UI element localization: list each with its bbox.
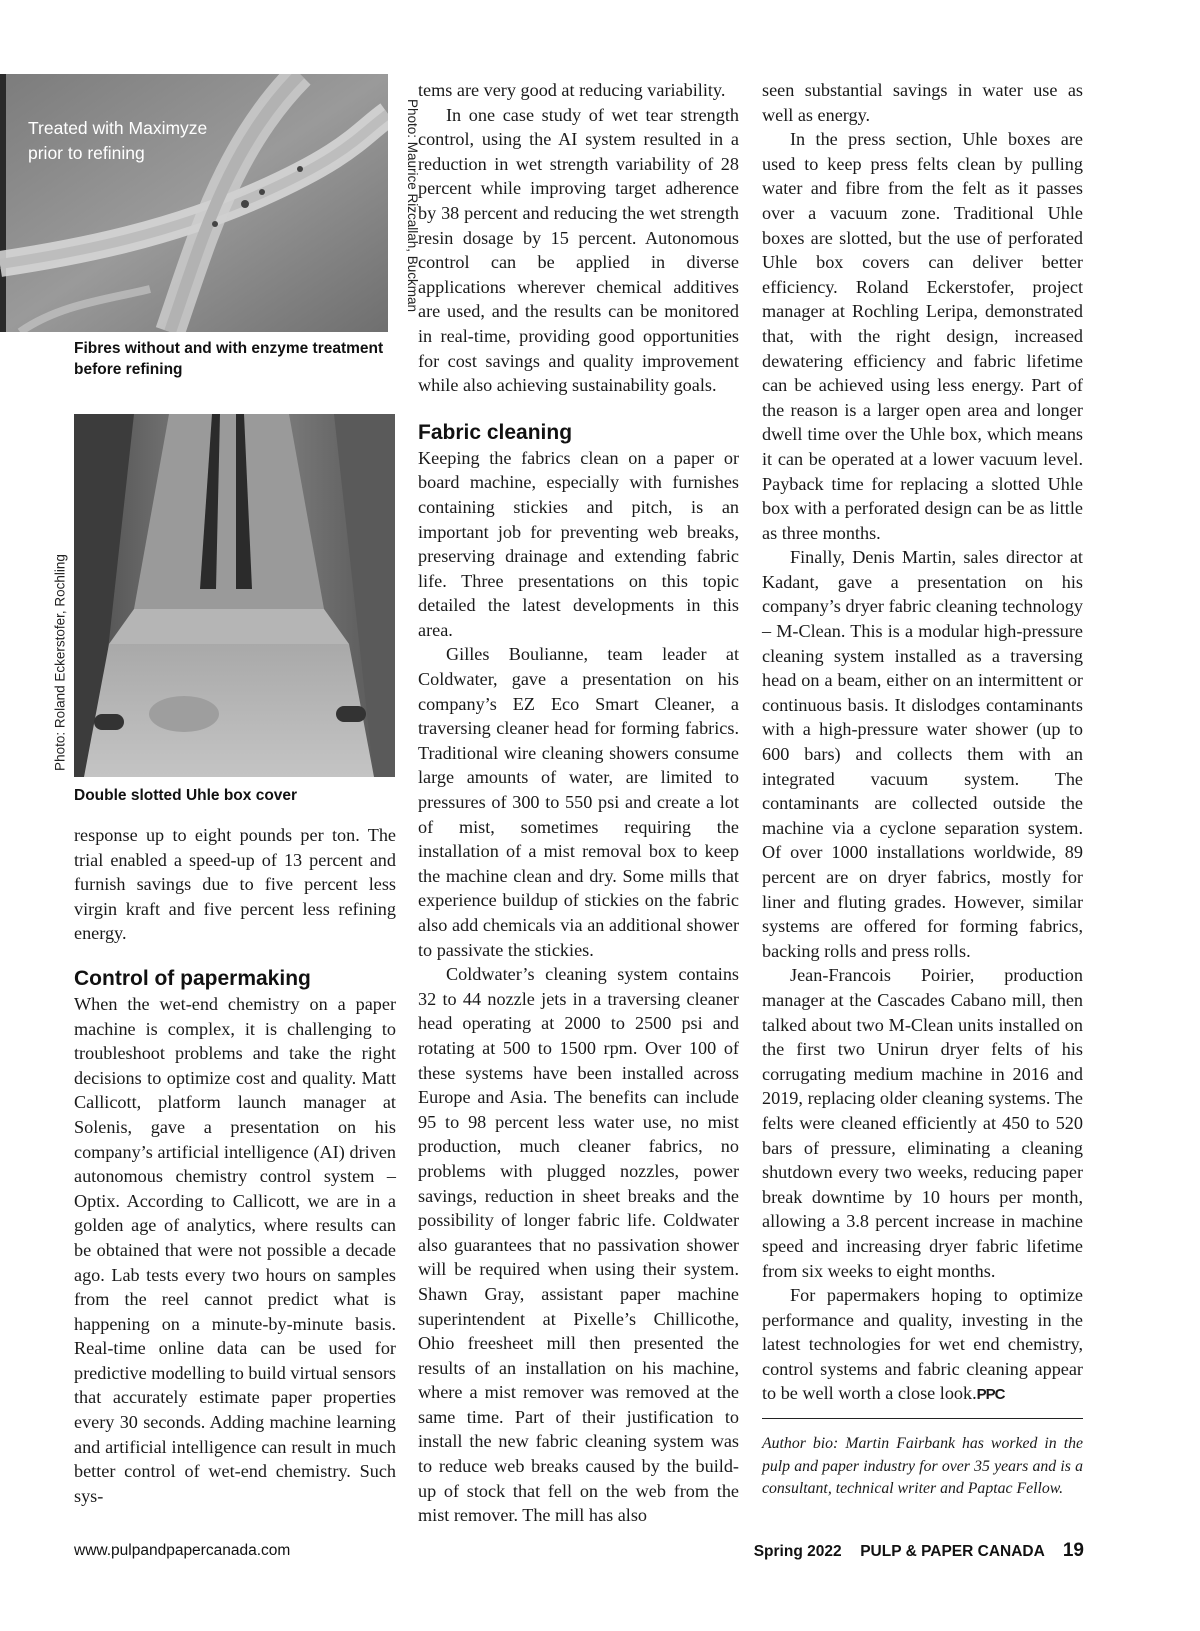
footer-right [754, 1540, 1084, 1562]
photo-credit-eckerstofer: Photo: Roland Eckerstofer, Rochling [52, 554, 68, 771]
paragraph: When the wet-end chemistry on a paper machine is complex, it is challenging to troubleshoot problems and take the right decisions to optimize cost and quality. Matt Callicott, platform launch manager at Solenis, gave a presentation on his company’s artificial intelligence (AI) driven autonomous chemistry control system – Optix. According to Callicott, we are in a golden age of analytics, where results can be obtained that were not possible a decade ago. Lab tests every two hours on samples from the reel cannot predict what is happening on a minute-by-minute basis. Real-time online data can be used for predictive modelling to build virtual sensors that accurately estimate paper properties every 30 seconds. Adding machine learning and artificial intelligence can result in much better control of wet-end chemistry. Such sys- [74, 993, 396, 1506]
page-number: 19 [1062, 1540, 1084, 1561]
uhle-box-image [74, 414, 395, 777]
figure-caption: Fibres without and with enzyme treatment [74, 340, 384, 357]
end-mark: PPC [976, 1386, 1005, 1404]
photo-overlay-text: Treated with Maximyze [28, 118, 208, 138]
section-heading: Control of papermaking [74, 966, 311, 990]
paragraph: Jean-Francois Poirier, production manager at the Cascades Cabano mill, then talked about two M-Clean units installed on the first two Unirun dryer felts of his corrugating medium machine in 2016 and 2019, replacing older cleaning systems. The felts were cleaned efficiently at 450 to 520 bars of pressure, eliminating a cleaning shutdown every two weeks, reducing paper break downtime by 10 hours per month, allowing a 3.8 percent increase in machine speed and increasing dryer fabric lifetime from six weeks to eight months. [762, 965, 1083, 1281]
paragraph: Gilles Boulianne, team leader at Coldwater, gave a presentation on his company’s EZ Eco Smart Cleaner, a traversing cleaner head for forming fabrics. Traditional wire cleaning showers consume large amounts of water, are limited to pressures of 300 to 550 psi and create a lot of mist, sometimes requiring the installation of a mist removal box to keep the machine clean and dry. Some mills that experience buildup of stickies on the fabric also add chemicals via an additional shower to passivate the stickies. [418, 644, 739, 960]
photo-overlay-text: prior to refining [28, 143, 145, 163]
figure-caption: Double slotted Uhle box cover [74, 787, 298, 804]
paragraph [762, 1283, 1083, 1408]
article-column-2 [418, 78, 739, 1528]
paragraph: seen substantial savings in water use as well as energy. [762, 80, 1083, 125]
issue-date: Spring 2022 [753, 1543, 842, 1560]
figure-caption: before refining [74, 361, 183, 378]
uhle-box-photo [74, 414, 395, 777]
section-heading: Fabric cleaning [418, 420, 573, 444]
paragraph: response up to eight pounds per ton. The trial enabled a speed-up of 13 percent and furnish savings due to five percent less virgin kraft and five percent less refining energy. [74, 825, 396, 944]
publication-name: PULP & PAPER CANADA [860, 1543, 1045, 1560]
footer-url: www.pulpandpapercanada.com [74, 1542, 291, 1559]
closing-paragraph-text: For papermakers hoping to optimize performance and quality, investing in the latest technologies for wet end chemistry, control systems and fabric cleaning appear to be well worth a close look. [762, 1285, 1083, 1404]
article-column-3 [762, 78, 1083, 1501]
fibre-sem-image [0, 74, 388, 332]
article-column-1 [74, 823, 396, 1508]
paragraph: Finally, Denis Martin, sales director at Kadant, gave a presentation on his company’s dryer fabric cleaning technology – M-Clean. This is a modular high-pressure cleaning system installed as a traversing head on a beam, either on an intermittent or continuous basis. It dislodges contaminants with a high-pressure water shower (up to 600 bars) and collects them with an integrated vacuum system. The contaminants are collected outside the machine via a cyclone separation system. Of over 1000 installations worldwide, 89 percent are on dryer fabrics, mostly for liner and fluting grades. However, similar systems are offered for forming fabrics, backing rolls and press rolls. [762, 547, 1083, 961]
author-bio: Author bio: Martin Fairbank has worked in the pulp and paper industry for over 35 years and is a consultant, technical writer and Paptac Fellow. [762, 1435, 1083, 1498]
photo-credit-rizcallah: Photo: Maurice Rizcallah, Buckman [405, 98, 421, 313]
paragraph: Keeping the fabrics clean on a paper or board machine, especially with furnishes containing stickies and pitch, is an important job for preventing web breaks, preserving drainage and extending fabric life. Three presentations on this topic detailed the latest developments in this area. [418, 447, 739, 640]
paragraph: Coldwater’s cleaning system contains 32 to 44 nozzle jets in a traversing cleaner head operating at 2000 to 2500 psi and rotating at 500 to 1500 rpm. Over 100 of these systems have been installed across Europe and Asia. The benefits can include 95 to 98 percent less water use, no mist production, much cleaner fabrics, no problems with plugged nozzles, power savings, reduction in sheet breaks and the possibility of longer fabric life. Coldwater also guarantees that no passivation shower will be required when using their system. Shawn Gray, assistant paper machine superintendent at Pixelle’s Chillicothe, Ohio freesheet mill then presented the results of an installation on his machine, where a mist remover was removed at the same time. Part of their justification to install the new fabric cleaning system was to reduce web breaks caused by the build-up of stock that fell on the web from the mist remover. The mill has also [418, 964, 739, 1526]
paragraph: In one case study of wet tear strength control, using the AI system resulted in a reduction in wet strength variability of 28 percent while improving target adherence by 38 percent and reducing the wet strength resin dosage by 15 percent. Autonomous control can be applied in diverse applications wherever chemical additives are used, and the results can be monitored in real-time, providing good opportunities for cost savings and quality improvement while also achieving sustainability goals. [418, 104, 739, 396]
bio-divider [762, 1418, 1083, 1419]
paragraph: tems are very good at reducing variability. [418, 80, 726, 100]
paragraph: In the press section, Uhle boxes are used to keep press felts clean by pulling water and fibre from the felt as it passes over a vacuum zone. Traditional Uhle boxes are slotted, but the use of perforated Uhle box covers can deliver better efficiency. Roland Eckerstofer, project manager at Rochling Leripa, demonstrated that, with the right design, increased dewatering efficiency and fabric lifetime can be achieved using less energy. Part of the reason is a larger open area and longer dwell time over the Uhle box, which means it can be operated at a lower vacuum level. Payback time for replacing a slotted Uhle box with a perforated design can be as little as three months. [762, 129, 1083, 543]
fibre-sem-photo [0, 74, 388, 332]
